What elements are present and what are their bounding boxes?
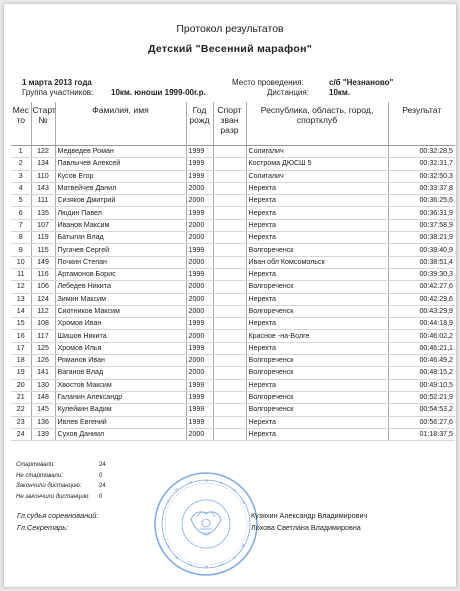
cell-sport-rank xyxy=(213,158,246,170)
cell-region: Нерехта xyxy=(246,207,388,219)
cell-place: 3 xyxy=(11,170,31,182)
cell-region: Нерехта xyxy=(246,318,388,330)
cell-birth-year: 2000 xyxy=(186,256,213,268)
cell-start-number: 112 xyxy=(31,305,55,317)
cell-place: 2 xyxy=(11,158,31,170)
cell-region: Красное -на-Волге xyxy=(246,330,388,342)
cell-birth-year: 2000 xyxy=(186,330,213,342)
cell-sport-rank xyxy=(213,232,246,244)
cell-region: Нерехта xyxy=(246,342,388,354)
cell-name: Галанин Александр xyxy=(55,391,186,403)
chief-judge-row: Гл.судья соревнований: Кузяхин Александр Владимирович xyxy=(17,511,368,520)
cell-name: Шишов Никита xyxy=(55,330,186,342)
cell-region: Нерехта xyxy=(246,232,388,244)
venue-label: Место проведения: xyxy=(232,78,304,87)
cell-result: 00:54:53,2 xyxy=(388,404,455,416)
table-row xyxy=(11,379,455,391)
cell-start-number: 125 xyxy=(31,342,55,354)
cell-place: 8 xyxy=(11,232,31,244)
cell-region: Волгореченск xyxy=(246,355,388,367)
cell-birth-year: 1999 xyxy=(186,379,213,391)
cell-sport-rank xyxy=(213,330,246,342)
venue-value: с/б "Незнаново" xyxy=(329,78,394,87)
cell-birth-year: 2000 xyxy=(186,428,213,440)
cell-result: 00:32:28,5 xyxy=(388,146,455,158)
cell-start-number: 110 xyxy=(31,170,55,182)
cell-start-number: 122 xyxy=(31,146,55,158)
table-row xyxy=(11,219,455,231)
cell-place: 7 xyxy=(11,219,31,231)
cell-birth-year: 2000 xyxy=(186,195,213,207)
col-region: Республика, область, город, спортклуб xyxy=(246,102,388,146)
cell-name: Пугачев Сергей xyxy=(55,244,186,256)
cell-sport-rank xyxy=(213,244,246,256)
cell-place: 24 xyxy=(11,428,31,440)
distance-value: 10км. xyxy=(329,88,351,97)
cell-start-number: 149 xyxy=(31,256,55,268)
cell-sport-rank xyxy=(213,281,246,293)
stat-started: Стартовали: 24 xyxy=(16,462,106,468)
cell-place: 1 xyxy=(11,146,31,158)
cell-region: Нерехта xyxy=(246,379,388,391)
cell-place: 20 xyxy=(11,379,31,391)
cell-start-number: 126 xyxy=(31,355,55,367)
cell-region: Кострома ДЮСШ 5 xyxy=(246,158,388,170)
table-row xyxy=(11,207,455,219)
chief-secretary-row: Гл.Секретарь: Лохова Светлана Владимировна xyxy=(17,523,361,532)
cell-result: 00:36:31,9 xyxy=(388,207,455,219)
cell-name: Медведев Роман xyxy=(55,146,186,158)
table-row xyxy=(11,342,455,354)
cell-start-number: 108 xyxy=(31,318,55,330)
cell-birth-year: 1999 xyxy=(186,318,213,330)
table-row xyxy=(11,416,455,428)
cell-name: Хромов Иван xyxy=(55,318,186,330)
cell-result: 00:49:10,5 xyxy=(388,379,455,391)
cell-place: 10 xyxy=(11,256,31,268)
cell-place: 15 xyxy=(11,318,31,330)
cell-sport-rank xyxy=(213,318,246,330)
cell-region: Нерехта xyxy=(246,219,388,231)
cell-name: Хвостов Максим xyxy=(55,379,186,391)
table-row xyxy=(11,158,455,170)
results-table xyxy=(11,102,455,441)
cell-region: Нерехта xyxy=(246,182,388,194)
cell-birth-year: 1999 xyxy=(186,268,213,280)
stat-not-started: Не стартовали: 0 xyxy=(16,472,103,479)
event-title: Детский "Весенний марафон" xyxy=(148,43,312,55)
cell-birth-year: 1999 xyxy=(186,170,213,182)
cell-sport-rank xyxy=(213,195,246,207)
col-sport-rank: Спорт зван разр xyxy=(213,102,246,146)
cell-region: Волгореченск xyxy=(246,281,388,293)
cell-start-number: 119 xyxy=(31,232,55,244)
cell-birth-year: 1999 xyxy=(186,404,213,416)
cell-name: Лебедев Никита xyxy=(55,281,186,293)
stat-not-finished: Не закончили дистанцию: 0 xyxy=(16,493,103,500)
cell-place: 13 xyxy=(11,293,31,305)
cell-start-number: 139 xyxy=(31,428,55,440)
cell-start-number: 145 xyxy=(31,404,55,416)
cell-place: 6 xyxy=(11,207,31,219)
table-row xyxy=(11,330,455,342)
cell-sport-rank xyxy=(213,355,246,367)
cell-start-number: 116 xyxy=(31,268,55,280)
cell-result: 00:56:27,6 xyxy=(388,416,455,428)
cell-sport-rank xyxy=(213,404,246,416)
cell-sport-rank xyxy=(213,207,246,219)
cell-sport-rank xyxy=(213,342,246,354)
cell-start-number: 106 xyxy=(31,281,55,293)
cell-start-number: 143 xyxy=(31,182,55,194)
cell-sport-rank xyxy=(213,219,246,231)
cell-result: 00:46:21,1 xyxy=(388,342,455,354)
cell-result: 00:32:50,3 xyxy=(388,170,455,182)
cell-birth-year: 2000 xyxy=(186,232,213,244)
cell-start-number: 130 xyxy=(31,379,55,391)
cell-sport-rank xyxy=(213,416,246,428)
table-row xyxy=(11,391,455,403)
cell-result: 01:18:37,5 xyxy=(388,428,455,440)
cell-birth-year: 1999 xyxy=(186,342,213,354)
table-row xyxy=(11,170,455,182)
cell-region: Нерехта xyxy=(246,293,388,305)
cell-sport-rank xyxy=(213,182,246,194)
cell-start-number: 115 xyxy=(31,244,55,256)
cell-name: Кулейкин Вадим xyxy=(55,404,186,416)
cell-region: Волгореченск xyxy=(246,244,388,256)
cell-birth-year: 2000 xyxy=(186,219,213,231)
cell-result: 00:52:21,9 xyxy=(388,391,455,403)
cell-result: 00:46:02,2 xyxy=(388,330,455,342)
cell-name: Ивлев Евгений xyxy=(55,416,186,428)
cell-result: 00:39:30,3 xyxy=(388,268,455,280)
cell-birth-year: 2000 xyxy=(186,281,213,293)
cell-start-number: 107 xyxy=(31,219,55,231)
table-row xyxy=(11,305,455,317)
cell-birth-year: 1999 xyxy=(186,391,213,403)
table-row xyxy=(11,195,455,207)
cell-sport-rank xyxy=(213,428,246,440)
cell-region: Волгореченск xyxy=(246,305,388,317)
cell-region: Нерехта xyxy=(246,428,388,440)
cell-result: 00:42:29,6 xyxy=(388,293,455,305)
cell-sport-rank xyxy=(213,293,246,305)
table-row xyxy=(11,146,455,158)
table-row xyxy=(11,318,455,330)
table-row xyxy=(11,404,455,416)
cell-name: Сиотников Максим xyxy=(55,305,186,317)
cell-place: 5 xyxy=(11,195,31,207)
cell-place: 12 xyxy=(11,281,31,293)
table-row xyxy=(11,268,455,280)
cell-place: 14 xyxy=(11,305,31,317)
cell-birth-year: 1999 xyxy=(186,244,213,256)
table-row xyxy=(11,256,455,268)
cell-region: Нерехта xyxy=(246,268,388,280)
stat-finished: Закончили дистанцию: 24 xyxy=(16,483,106,489)
col-result: Результат xyxy=(388,102,455,146)
col-name: Фамилия, имя xyxy=(55,102,186,146)
cell-result: 00:37:58,9 xyxy=(388,219,455,231)
table-row xyxy=(11,232,455,244)
cell-birth-year: 2000 xyxy=(186,182,213,194)
cell-sport-rank xyxy=(213,170,246,182)
cell-start-number: 111 xyxy=(31,195,55,207)
cell-start-number: 136 xyxy=(31,416,55,428)
cell-birth-year: 1999 xyxy=(186,207,213,219)
cell-name: Хромов Илья xyxy=(55,342,186,354)
cell-place: 18 xyxy=(11,355,31,367)
cell-name: Людин Павел xyxy=(55,207,186,219)
table-row xyxy=(11,244,455,256)
cell-sport-rank xyxy=(213,268,246,280)
col-place: Мес то xyxy=(11,102,31,146)
table-row xyxy=(11,281,455,293)
cell-place: 16 xyxy=(11,330,31,342)
cell-result: 00:38:40,9 xyxy=(388,244,455,256)
cell-name: Матвейчев Данил xyxy=(55,182,186,194)
cell-place: 22 xyxy=(11,404,31,416)
cell-start-number: 148 xyxy=(31,391,55,403)
cell-place: 9 xyxy=(11,244,31,256)
cell-place: 19 xyxy=(11,367,31,379)
distance-label: Дистанция: xyxy=(267,88,309,97)
cell-region: Нерехта xyxy=(246,416,388,428)
cell-region: Волгореченск xyxy=(246,404,388,416)
cell-name: Иванов Максим xyxy=(55,219,186,231)
cell-region: Волгореченск xyxy=(246,367,388,379)
cell-place: 4 xyxy=(11,182,31,194)
event-date: 1 марта 2013 года xyxy=(22,78,92,87)
cell-name: Ваганов Влад xyxy=(55,367,186,379)
cell-birth-year: 1999 xyxy=(186,158,213,170)
cell-sport-rank xyxy=(213,146,246,158)
cell-result: 00:42:27,6 xyxy=(388,281,455,293)
cell-result: 00:48:15,2 xyxy=(388,367,455,379)
cell-start-number: 134 xyxy=(31,158,55,170)
cell-place: 23 xyxy=(11,416,31,428)
cell-sport-rank xyxy=(213,379,246,391)
cell-region: Солигалич xyxy=(246,146,388,158)
cell-birth-year: 2000 xyxy=(186,367,213,379)
cell-region: Волгореченск xyxy=(246,391,388,403)
cell-result: 00:32:31,7 xyxy=(388,158,455,170)
start-statistics xyxy=(16,462,136,504)
table-row xyxy=(11,428,455,440)
cell-region: Нерехта xyxy=(246,195,388,207)
cell-region: Солигалич xyxy=(246,170,388,182)
cell-birth-year: 2000 xyxy=(186,293,213,305)
table-row xyxy=(11,367,455,379)
officials-block xyxy=(17,511,417,535)
table-row xyxy=(11,293,455,305)
cell-name: Сухов Даниил xyxy=(55,428,186,440)
cell-place: 21 xyxy=(11,391,31,403)
cell-name: Зимин Максим xyxy=(55,293,186,305)
cell-place: 11 xyxy=(11,268,31,280)
cell-start-number: 135 xyxy=(31,207,55,219)
results-header-row xyxy=(11,102,455,146)
cell-result: 00:46:49,2 xyxy=(388,355,455,367)
protocol-sheet xyxy=(3,3,457,588)
cell-name: Почкин Степан xyxy=(55,256,186,268)
document-title: Протокол результатов xyxy=(176,23,284,35)
cell-result: 00:33:37,8 xyxy=(388,182,455,194)
cell-birth-year: 1999 xyxy=(186,146,213,158)
cell-birth-year: 1999 xyxy=(186,416,213,428)
cell-name: Романов Иван xyxy=(55,355,186,367)
table-row xyxy=(11,182,455,194)
cell-start-number: 141 xyxy=(31,367,55,379)
cell-name: Батыгин Влад xyxy=(55,232,186,244)
cell-start-number: 124 xyxy=(31,293,55,305)
cell-name: Павлычев Алексей xyxy=(55,158,186,170)
cell-result: 00:38:51,4 xyxy=(388,256,455,268)
group-value: 10км. юноши 1999-00г.р. xyxy=(111,88,206,97)
group-label: Группа участников: xyxy=(22,88,94,97)
cell-result: 00:44:18,9 xyxy=(388,318,455,330)
table-row xyxy=(11,355,455,367)
cell-region: Иван обл Комсомольск xyxy=(246,256,388,268)
cell-name: Кусов Егор xyxy=(55,170,186,182)
results-body xyxy=(11,146,455,441)
cell-result: 00:38:21,9 xyxy=(388,232,455,244)
col-start-number: Старт № xyxy=(31,102,55,146)
cell-sport-rank xyxy=(213,367,246,379)
cell-birth-year: 2000 xyxy=(186,305,213,317)
col-birth-year: Год рожд xyxy=(186,102,213,146)
cell-result: 00:43:29,9 xyxy=(388,305,455,317)
cell-name: Сизяков Дмитрий xyxy=(55,195,186,207)
cell-birth-year: 2000 xyxy=(186,355,213,367)
cell-place: 17 xyxy=(11,342,31,354)
cell-result: 00:36:25,6 xyxy=(388,195,455,207)
cell-sport-rank xyxy=(213,305,246,317)
cell-name: Артамонов Борис xyxy=(55,268,186,280)
cell-start-number: 117 xyxy=(31,330,55,342)
cell-sport-rank xyxy=(213,256,246,268)
cell-sport-rank xyxy=(213,391,246,403)
